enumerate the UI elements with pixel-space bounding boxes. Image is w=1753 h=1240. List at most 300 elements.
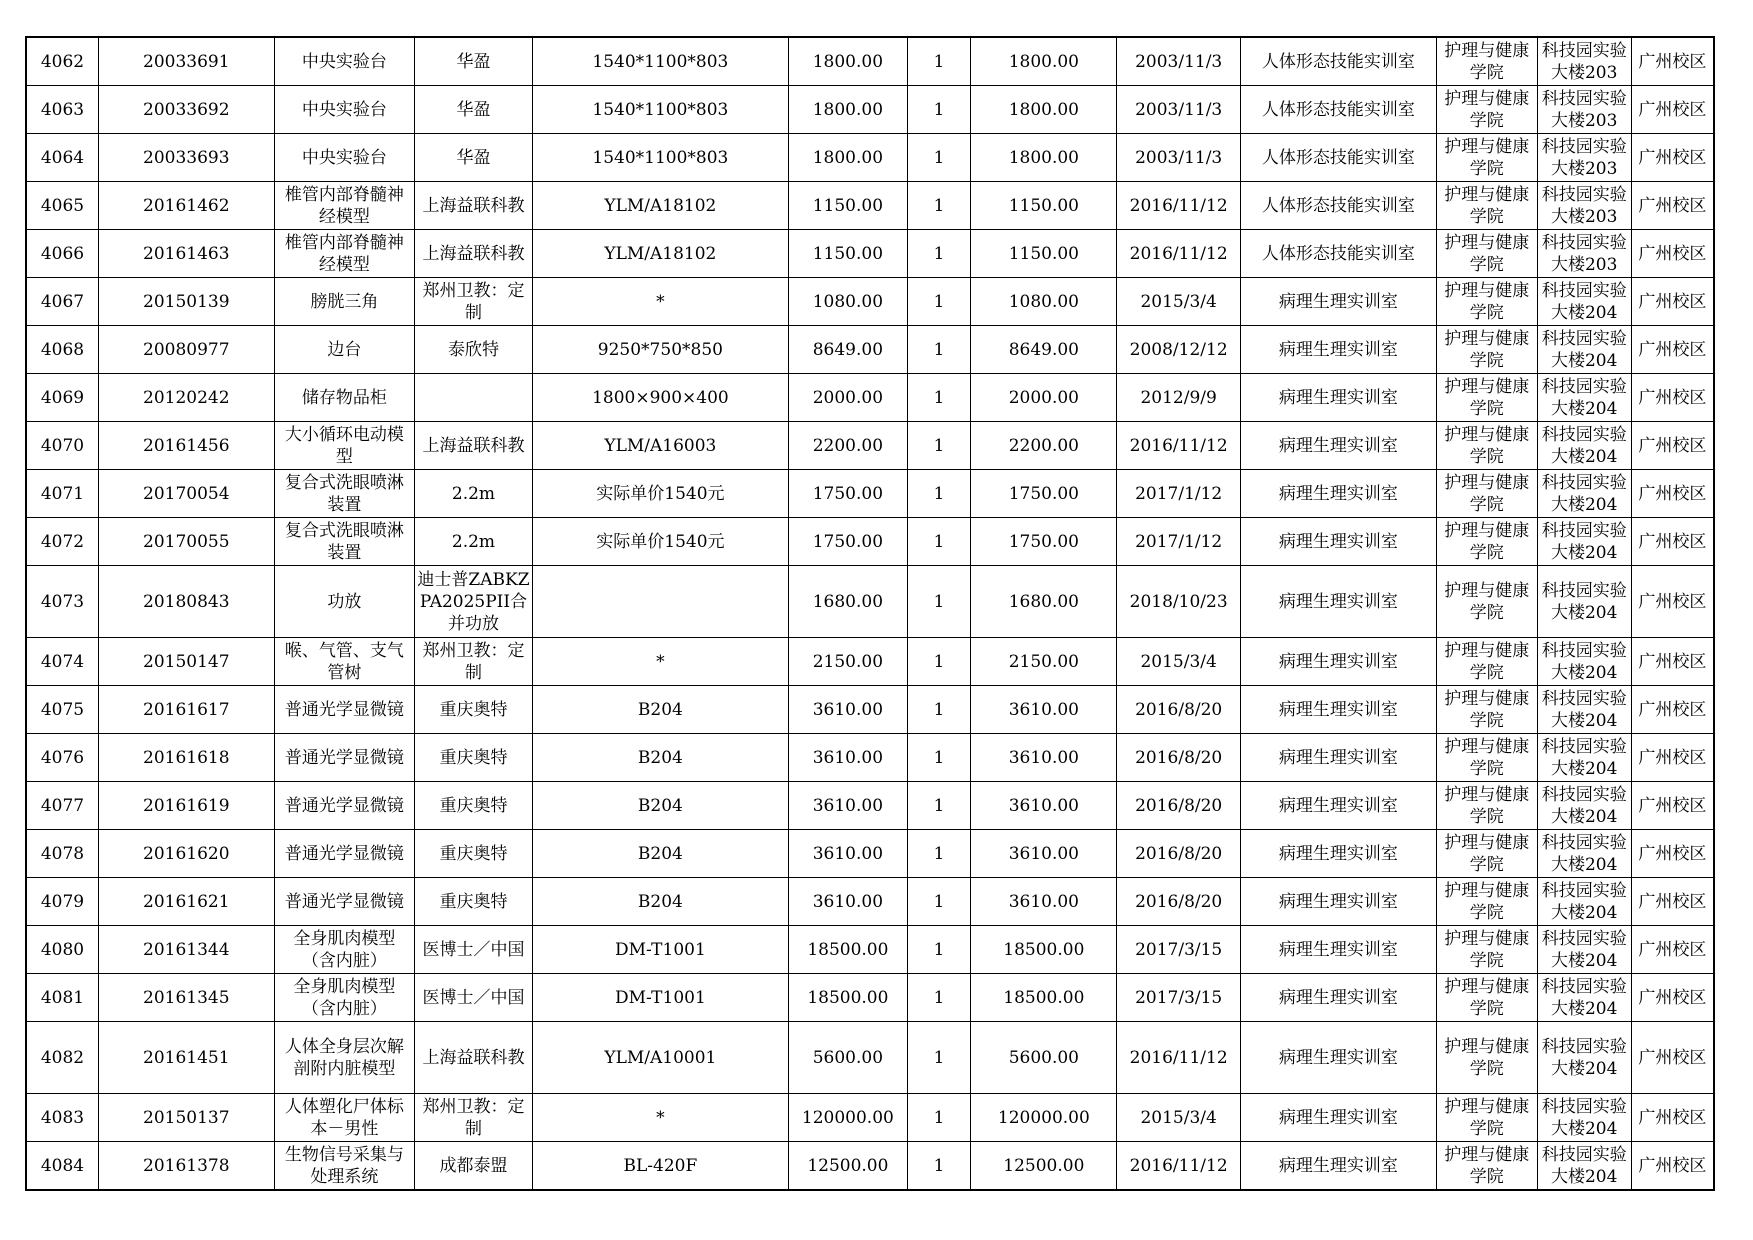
cell-quantity: 1 <box>907 734 970 782</box>
cell-spec: B204 <box>532 686 788 734</box>
table-row <box>26 974 1714 1022</box>
cell-date: 2016/11/12 <box>1117 182 1240 230</box>
cell-brand: 成都泰盟 <box>415 1142 533 1191</box>
cell-room: 病理生理实训室 <box>1240 1022 1436 1094</box>
cell-brand <box>415 374 533 422</box>
cell-amount: 120000.00 <box>971 1094 1117 1142</box>
cell-location: 科技园实验大楼204 <box>1537 926 1631 974</box>
cell-unit-price: 2200.00 <box>788 422 907 470</box>
cell-id: 4084 <box>26 1142 99 1191</box>
table-row <box>26 278 1714 326</box>
cell-date: 2016/8/20 <box>1117 782 1240 830</box>
cell-campus: 广州校区 <box>1631 974 1714 1022</box>
cell-spec: * <box>532 278 788 326</box>
cell-department: 护理与健康学院 <box>1436 782 1537 830</box>
cell-date: 2016/8/20 <box>1117 830 1240 878</box>
cell-location: 科技园实验大楼204 <box>1537 566 1631 638</box>
cell-asset-code: 20161618 <box>99 734 275 782</box>
cell-campus: 广州校区 <box>1631 638 1714 686</box>
cell-unit-price: 2150.00 <box>788 638 907 686</box>
cell-room: 病理生理实训室 <box>1240 926 1436 974</box>
cell-department: 护理与健康学院 <box>1436 326 1537 374</box>
cell-location: 科技园实验大楼204 <box>1537 1022 1631 1094</box>
cell-date: 2016/8/20 <box>1117 878 1240 926</box>
cell-spec: 9250*750*850 <box>532 326 788 374</box>
cell-amount: 1800.00 <box>971 134 1117 182</box>
cell-asset-name: 膀胱三角 <box>274 278 414 326</box>
cell-campus: 广州校区 <box>1631 134 1714 182</box>
cell-quantity: 1 <box>907 37 970 86</box>
cell-amount: 2150.00 <box>971 638 1117 686</box>
cell-department: 护理与健康学院 <box>1436 134 1537 182</box>
cell-spec: B204 <box>532 830 788 878</box>
table-row <box>26 470 1714 518</box>
cell-amount: 1750.00 <box>971 470 1117 518</box>
cell-quantity: 1 <box>907 974 970 1022</box>
table-row <box>26 326 1714 374</box>
table-row <box>26 782 1714 830</box>
table-row <box>26 134 1714 182</box>
cell-campus: 广州校区 <box>1631 86 1714 134</box>
cell-brand: 郑州卫教：定制 <box>415 278 533 326</box>
cell-id: 4076 <box>26 734 99 782</box>
cell-room: 人体形态技能实训室 <box>1240 37 1436 86</box>
cell-asset-name: 功放 <box>274 566 414 638</box>
cell-room: 病理生理实训室 <box>1240 518 1436 566</box>
cell-amount: 8649.00 <box>971 326 1117 374</box>
cell-amount: 3610.00 <box>971 734 1117 782</box>
cell-quantity: 1 <box>907 470 970 518</box>
cell-location: 科技园实验大楼204 <box>1537 974 1631 1022</box>
cell-spec: YLM/A10001 <box>532 1022 788 1094</box>
table-row <box>26 518 1714 566</box>
asset-table <box>25 36 1715 1191</box>
cell-spec: * <box>532 638 788 686</box>
cell-date: 2016/11/12 <box>1117 1022 1240 1094</box>
cell-location: 科技园实验大楼204 <box>1537 782 1631 830</box>
cell-brand: 郑州卫教：定制 <box>415 1094 533 1142</box>
cell-date: 2003/11/3 <box>1117 86 1240 134</box>
cell-asset-name: 全身肌肉模型（含内脏） <box>274 926 414 974</box>
cell-asset-name: 中央实验台 <box>274 134 414 182</box>
cell-campus: 广州校区 <box>1631 37 1714 86</box>
cell-room: 病理生理实训室 <box>1240 1094 1436 1142</box>
cell-id: 4062 <box>26 37 99 86</box>
cell-campus: 广州校区 <box>1631 422 1714 470</box>
cell-id: 4074 <box>26 638 99 686</box>
cell-room: 人体形态技能实训室 <box>1240 230 1436 278</box>
cell-location: 科技园实验大楼203 <box>1537 182 1631 230</box>
cell-amount: 3610.00 <box>971 878 1117 926</box>
cell-brand: 医博士／中国 <box>415 926 533 974</box>
cell-date: 2017/3/15 <box>1117 926 1240 974</box>
cell-id: 4063 <box>26 86 99 134</box>
cell-id: 4079 <box>26 878 99 926</box>
cell-spec: * <box>532 1094 788 1142</box>
cell-asset-name: 储存物品柜 <box>274 374 414 422</box>
cell-id: 4075 <box>26 686 99 734</box>
cell-id: 4064 <box>26 134 99 182</box>
cell-campus: 广州校区 <box>1631 566 1714 638</box>
cell-campus: 广州校区 <box>1631 878 1714 926</box>
cell-campus: 广州校区 <box>1631 518 1714 566</box>
cell-room: 病理生理实训室 <box>1240 1142 1436 1191</box>
cell-unit-price: 1750.00 <box>788 470 907 518</box>
cell-asset-code: 20161620 <box>99 830 275 878</box>
cell-department: 护理与健康学院 <box>1436 182 1537 230</box>
cell-id: 4066 <box>26 230 99 278</box>
cell-location: 科技园实验大楼203 <box>1537 230 1631 278</box>
cell-amount: 3610.00 <box>971 830 1117 878</box>
cell-unit-price: 3610.00 <box>788 782 907 830</box>
cell-campus: 广州校区 <box>1631 782 1714 830</box>
cell-asset-code: 20161344 <box>99 926 275 974</box>
cell-department: 护理与健康学院 <box>1436 422 1537 470</box>
cell-location: 科技园实验大楼203 <box>1537 37 1631 86</box>
cell-unit-price: 1800.00 <box>788 37 907 86</box>
cell-location: 科技园实验大楼204 <box>1537 1142 1631 1191</box>
cell-department: 护理与健康学院 <box>1436 686 1537 734</box>
cell-asset-name: 喉、气管、支气管树 <box>274 638 414 686</box>
cell-room: 病理生理实训室 <box>1240 830 1436 878</box>
cell-unit-price: 1680.00 <box>788 566 907 638</box>
cell-amount: 1750.00 <box>971 518 1117 566</box>
cell-asset-code: 20161462 <box>99 182 275 230</box>
cell-id: 4072 <box>26 518 99 566</box>
cell-asset-code: 20033693 <box>99 134 275 182</box>
cell-date: 2003/11/3 <box>1117 37 1240 86</box>
table-row <box>26 182 1714 230</box>
cell-quantity: 1 <box>907 230 970 278</box>
cell-quantity: 1 <box>907 926 970 974</box>
cell-location: 科技园实验大楼204 <box>1537 734 1631 782</box>
cell-id: 4081 <box>26 974 99 1022</box>
cell-asset-name: 椎管内部脊髓神经模型 <box>274 230 414 278</box>
cell-brand: 上海益联科教 <box>415 182 533 230</box>
cell-campus: 广州校区 <box>1631 374 1714 422</box>
cell-asset-code: 20161345 <box>99 974 275 1022</box>
cell-department: 护理与健康学院 <box>1436 830 1537 878</box>
cell-campus: 广州校区 <box>1631 278 1714 326</box>
cell-date: 2017/3/15 <box>1117 974 1240 1022</box>
cell-room: 病理生理实训室 <box>1240 422 1436 470</box>
cell-asset-name: 人体塑化尸体标本－男性 <box>274 1094 414 1142</box>
cell-asset-code: 20161619 <box>99 782 275 830</box>
table-row <box>26 830 1714 878</box>
cell-date: 2015/3/4 <box>1117 638 1240 686</box>
cell-asset-code: 20033692 <box>99 86 275 134</box>
table-row <box>26 37 1714 86</box>
cell-unit-price: 5600.00 <box>788 1022 907 1094</box>
cell-spec: B204 <box>532 782 788 830</box>
cell-brand: 重庆奥特 <box>415 830 533 878</box>
cell-unit-price: 1150.00 <box>788 182 907 230</box>
cell-spec: YLM/A18102 <box>532 182 788 230</box>
cell-brand: 上海益联科教 <box>415 1022 533 1094</box>
cell-id: 4070 <box>26 422 99 470</box>
cell-quantity: 1 <box>907 518 970 566</box>
cell-room: 病理生理实训室 <box>1240 734 1436 782</box>
cell-location: 科技园实验大楼204 <box>1537 470 1631 518</box>
cell-amount: 1800.00 <box>971 37 1117 86</box>
cell-unit-price: 2000.00 <box>788 374 907 422</box>
cell-quantity: 1 <box>907 422 970 470</box>
cell-room: 人体形态技能实训室 <box>1240 134 1436 182</box>
cell-quantity: 1 <box>907 278 970 326</box>
cell-id: 4073 <box>26 566 99 638</box>
cell-department: 护理与健康学院 <box>1436 470 1537 518</box>
cell-campus: 广州校区 <box>1631 1094 1714 1142</box>
cell-asset-code: 20150139 <box>99 278 275 326</box>
cell-date: 2015/3/4 <box>1117 278 1240 326</box>
cell-spec: 1800×900×400 <box>532 374 788 422</box>
cell-unit-price: 1800.00 <box>788 134 907 182</box>
cell-department: 护理与健康学院 <box>1436 230 1537 278</box>
cell-quantity: 1 <box>907 686 970 734</box>
cell-asset-name: 普通光学显微镜 <box>274 734 414 782</box>
cell-spec: BL-420F <box>532 1142 788 1191</box>
table-row <box>26 422 1714 470</box>
cell-id: 4077 <box>26 782 99 830</box>
table-row <box>26 734 1714 782</box>
cell-asset-name: 生物信号采集与处理系统 <box>274 1142 414 1191</box>
cell-campus: 广州校区 <box>1631 734 1714 782</box>
cell-spec: DM-T1001 <box>532 974 788 1022</box>
cell-unit-price: 3610.00 <box>788 734 907 782</box>
cell-amount: 1080.00 <box>971 278 1117 326</box>
cell-brand: 医博士／中国 <box>415 974 533 1022</box>
cell-unit-price: 3610.00 <box>788 830 907 878</box>
table-row <box>26 230 1714 278</box>
cell-asset-name: 人体全身层次解剖附内脏模型 <box>274 1022 414 1094</box>
cell-asset-code: 20120242 <box>99 374 275 422</box>
cell-department: 护理与健康学院 <box>1436 974 1537 1022</box>
cell-department: 护理与健康学院 <box>1436 566 1537 638</box>
cell-room: 病理生理实训室 <box>1240 566 1436 638</box>
cell-department: 护理与健康学院 <box>1436 1094 1537 1142</box>
cell-asset-code: 20170054 <box>99 470 275 518</box>
cell-brand: 2.2m <box>415 518 533 566</box>
cell-date: 2003/11/3 <box>1117 134 1240 182</box>
cell-location: 科技园实验大楼204 <box>1537 278 1631 326</box>
cell-campus: 广州校区 <box>1631 182 1714 230</box>
cell-brand: 上海益联科教 <box>415 230 533 278</box>
cell-department: 护理与健康学院 <box>1436 638 1537 686</box>
cell-amount: 2200.00 <box>971 422 1117 470</box>
cell-asset-code: 20161451 <box>99 1022 275 1094</box>
cell-quantity: 1 <box>907 182 970 230</box>
cell-quantity: 1 <box>907 134 970 182</box>
cell-location: 科技园实验大楼204 <box>1537 830 1631 878</box>
cell-department: 护理与健康学院 <box>1436 734 1537 782</box>
cell-unit-price: 18500.00 <box>788 974 907 1022</box>
cell-brand: 2.2m <box>415 470 533 518</box>
table-row <box>26 1094 1714 1142</box>
cell-campus: 广州校区 <box>1631 1142 1714 1191</box>
cell-brand: 郑州卫教：定制 <box>415 638 533 686</box>
cell-brand: 华盈 <box>415 86 533 134</box>
cell-quantity: 1 <box>907 86 970 134</box>
cell-location: 科技园实验大楼204 <box>1537 422 1631 470</box>
cell-room: 人体形态技能实训室 <box>1240 86 1436 134</box>
table-row <box>26 878 1714 926</box>
cell-room: 病理生理实训室 <box>1240 326 1436 374</box>
cell-asset-code: 20180843 <box>99 566 275 638</box>
cell-asset-name: 复合式洗眼喷淋装置 <box>274 470 414 518</box>
cell-quantity: 1 <box>907 878 970 926</box>
cell-department: 护理与健康学院 <box>1436 37 1537 86</box>
cell-unit-price: 3610.00 <box>788 878 907 926</box>
cell-asset-code: 20161378 <box>99 1142 275 1191</box>
cell-unit-price: 8649.00 <box>788 326 907 374</box>
cell-date: 2008/12/12 <box>1117 326 1240 374</box>
cell-asset-name: 大小循环电动模型 <box>274 422 414 470</box>
cell-department: 护理与健康学院 <box>1436 278 1537 326</box>
cell-quantity: 1 <box>907 566 970 638</box>
cell-quantity: 1 <box>907 830 970 878</box>
table-row <box>26 686 1714 734</box>
cell-campus: 广州校区 <box>1631 470 1714 518</box>
cell-unit-price: 1150.00 <box>788 230 907 278</box>
cell-location: 科技园实验大楼204 <box>1537 326 1631 374</box>
cell-spec: 1540*1100*803 <box>532 134 788 182</box>
cell-spec: 实际单价1540元 <box>532 518 788 566</box>
cell-id: 4068 <box>26 326 99 374</box>
table-row <box>26 638 1714 686</box>
cell-amount: 3610.00 <box>971 782 1117 830</box>
cell-campus: 广州校区 <box>1631 1022 1714 1094</box>
cell-asset-name: 椎管内部脊髓神经模型 <box>274 182 414 230</box>
cell-brand: 华盈 <box>415 37 533 86</box>
table-row <box>26 374 1714 422</box>
cell-amount: 12500.00 <box>971 1142 1117 1191</box>
cell-amount: 18500.00 <box>971 974 1117 1022</box>
cell-location: 科技园实验大楼203 <box>1537 134 1631 182</box>
cell-room: 病理生理实训室 <box>1240 686 1436 734</box>
cell-department: 护理与健康学院 <box>1436 86 1537 134</box>
cell-asset-name: 普通光学显微镜 <box>274 830 414 878</box>
cell-asset-name: 中央实验台 <box>274 37 414 86</box>
cell-spec: 1540*1100*803 <box>532 86 788 134</box>
cell-asset-name: 复合式洗眼喷淋装置 <box>274 518 414 566</box>
cell-quantity: 1 <box>907 1142 970 1191</box>
cell-amount: 1680.00 <box>971 566 1117 638</box>
cell-location: 科技园实验大楼204 <box>1537 518 1631 566</box>
cell-brand: 泰欣特 <box>415 326 533 374</box>
cell-brand: 重庆奥特 <box>415 734 533 782</box>
cell-room: 病理生理实训室 <box>1240 470 1436 518</box>
cell-id: 4065 <box>26 182 99 230</box>
cell-department: 护理与健康学院 <box>1436 1022 1537 1094</box>
cell-department: 护理与健康学院 <box>1436 878 1537 926</box>
cell-quantity: 1 <box>907 638 970 686</box>
cell-asset-code: 20161463 <box>99 230 275 278</box>
cell-campus: 广州校区 <box>1631 326 1714 374</box>
cell-quantity: 1 <box>907 782 970 830</box>
cell-department: 护理与健康学院 <box>1436 926 1537 974</box>
cell-date: 2018/10/23 <box>1117 566 1240 638</box>
cell-spec: B204 <box>532 734 788 782</box>
cell-asset-code: 20150147 <box>99 638 275 686</box>
cell-brand: 华盈 <box>415 134 533 182</box>
cell-department: 护理与健康学院 <box>1436 374 1537 422</box>
cell-quantity: 1 <box>907 1022 970 1094</box>
cell-asset-name: 普通光学显微镜 <box>274 782 414 830</box>
cell-brand: 重庆奥特 <box>415 878 533 926</box>
cell-campus: 广州校区 <box>1631 686 1714 734</box>
cell-asset-name: 普通光学显微镜 <box>274 878 414 926</box>
cell-unit-price: 3610.00 <box>788 686 907 734</box>
cell-location: 科技园实验大楼203 <box>1537 86 1631 134</box>
cell-id: 4083 <box>26 1094 99 1142</box>
cell-id: 4080 <box>26 926 99 974</box>
cell-room: 病理生理实训室 <box>1240 974 1436 1022</box>
cell-date: 2016/8/20 <box>1117 686 1240 734</box>
cell-date: 2016/11/12 <box>1117 1142 1240 1191</box>
cell-amount: 1150.00 <box>971 230 1117 278</box>
cell-id: 4078 <box>26 830 99 878</box>
table-row <box>26 1022 1714 1094</box>
cell-unit-price: 12500.00 <box>788 1142 907 1191</box>
cell-brand: 重庆奥特 <box>415 686 533 734</box>
cell-date: 2015/3/4 <box>1117 1094 1240 1142</box>
asset-table-body <box>26 37 1714 1190</box>
cell-spec: YLM/A16003 <box>532 422 788 470</box>
cell-brand: 迪士普ZABKZPA2025PII合并功放 <box>415 566 533 638</box>
cell-date: 2016/11/12 <box>1117 422 1240 470</box>
cell-asset-code: 20161617 <box>99 686 275 734</box>
cell-id: 4071 <box>26 470 99 518</box>
cell-amount: 2000.00 <box>971 374 1117 422</box>
cell-spec <box>532 566 788 638</box>
cell-quantity: 1 <box>907 326 970 374</box>
cell-date: 2017/1/12 <box>1117 470 1240 518</box>
cell-date: 2017/1/12 <box>1117 518 1240 566</box>
cell-amount: 3610.00 <box>971 686 1117 734</box>
cell-unit-price: 120000.00 <box>788 1094 907 1142</box>
cell-room: 病理生理实训室 <box>1240 374 1436 422</box>
table-row <box>26 926 1714 974</box>
cell-spec: 实际单价1540元 <box>532 470 788 518</box>
table-row <box>26 1142 1714 1191</box>
cell-asset-name: 边台 <box>274 326 414 374</box>
cell-unit-price: 1080.00 <box>788 278 907 326</box>
cell-amount: 5600.00 <box>971 1022 1117 1094</box>
cell-asset-name: 中央实验台 <box>274 86 414 134</box>
cell-spec: DM-T1001 <box>532 926 788 974</box>
cell-brand: 重庆奥特 <box>415 782 533 830</box>
cell-spec: YLM/A18102 <box>532 230 788 278</box>
cell-room: 病理生理实训室 <box>1240 782 1436 830</box>
cell-asset-code: 20080977 <box>99 326 275 374</box>
cell-asset-code: 20033691 <box>99 37 275 86</box>
cell-room: 病理生理实训室 <box>1240 638 1436 686</box>
cell-brand: 上海益联科教 <box>415 422 533 470</box>
cell-unit-price: 18500.00 <box>788 926 907 974</box>
cell-asset-name: 全身肌肉模型（含内脏） <box>274 974 414 1022</box>
cell-location: 科技园实验大楼204 <box>1537 878 1631 926</box>
cell-spec: 1540*1100*803 <box>532 37 788 86</box>
cell-quantity: 1 <box>907 1094 970 1142</box>
cell-asset-code: 20150137 <box>99 1094 275 1142</box>
cell-room: 人体形态技能实训室 <box>1240 182 1436 230</box>
cell-location: 科技园实验大楼204 <box>1537 1094 1631 1142</box>
cell-id: 4067 <box>26 278 99 326</box>
cell-quantity: 1 <box>907 374 970 422</box>
cell-amount: 18500.00 <box>971 926 1117 974</box>
cell-room: 病理生理实训室 <box>1240 278 1436 326</box>
cell-department: 护理与健康学院 <box>1436 1142 1537 1191</box>
